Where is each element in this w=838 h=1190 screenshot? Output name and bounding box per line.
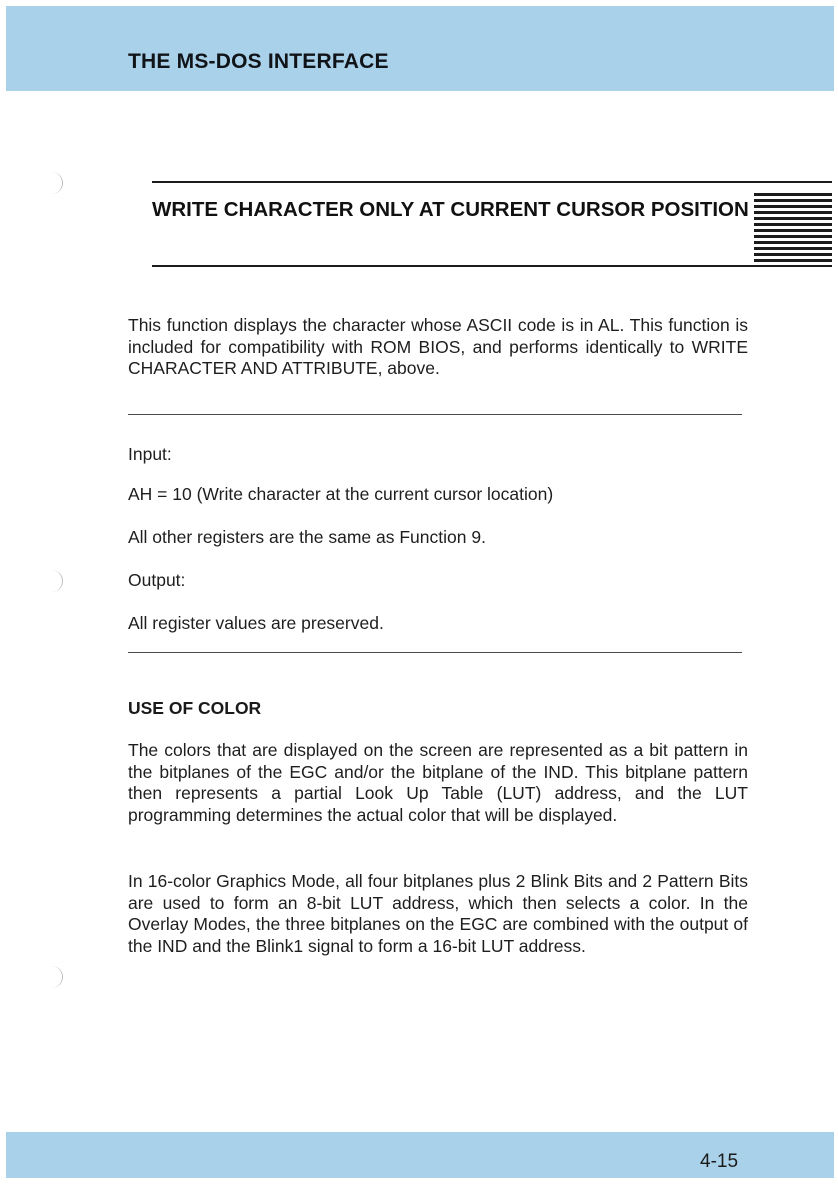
header-band (6, 6, 834, 91)
color-paragraph-1: The colors that are displayed on the screen are represented as a bit pattern in the bitplanes of the EGC and/or the bitplane of the IND. This bitplane pattern then represents a partial Look Up Table (LUT) address, and the LUT programming determines the actual color that will be displayed. (128, 740, 748, 825)
color-paragraph-2: In 16-color Graphics Mode, all four bitplanes plus 2 Blink Bits and 2 Pattern Bits are used to form an 8-bit LUT address, which then selects a color. In the Overlay Modes, the three bitplanes on the EGC are combined with the output of the IND and the Blink1 signal to form a 16-bit LUT address. (128, 871, 748, 956)
input-label: Input: (128, 444, 172, 464)
section-top-rule (152, 181, 832, 183)
input-other-registers-line: All other registers are the same as Function 9. (128, 527, 486, 547)
page-number: 4-15 (700, 1151, 739, 1172)
page-header-title: THE MS-DOS INTERFACE (128, 50, 389, 73)
section-title: WRITE CHARACTER ONLY AT CURRENT CURSOR POSITION (152, 198, 749, 221)
section-bottom-rule (152, 265, 832, 267)
section-bars-decoration (754, 193, 832, 265)
section-description: This function displays the character whose ASCII code is in AL. This function is included for compatibility with ROM BIOS, and performs identically to WRITE CHARACTER AND ATTRIBUTE, above. (128, 315, 748, 378)
io-bottom-rule (128, 652, 742, 653)
output-label: Output: (128, 570, 186, 590)
binding-hole-mark (52, 966, 63, 988)
use-of-color-heading: USE OF COLOR (128, 698, 262, 718)
input-register-line: AH = 10 (Write character at the current cursor location) (128, 484, 554, 504)
io-top-rule (128, 414, 742, 415)
binding-hole-mark (52, 172, 63, 194)
output-line: All register values are preserved. (128, 613, 384, 633)
binding-hole-mark (52, 570, 63, 592)
